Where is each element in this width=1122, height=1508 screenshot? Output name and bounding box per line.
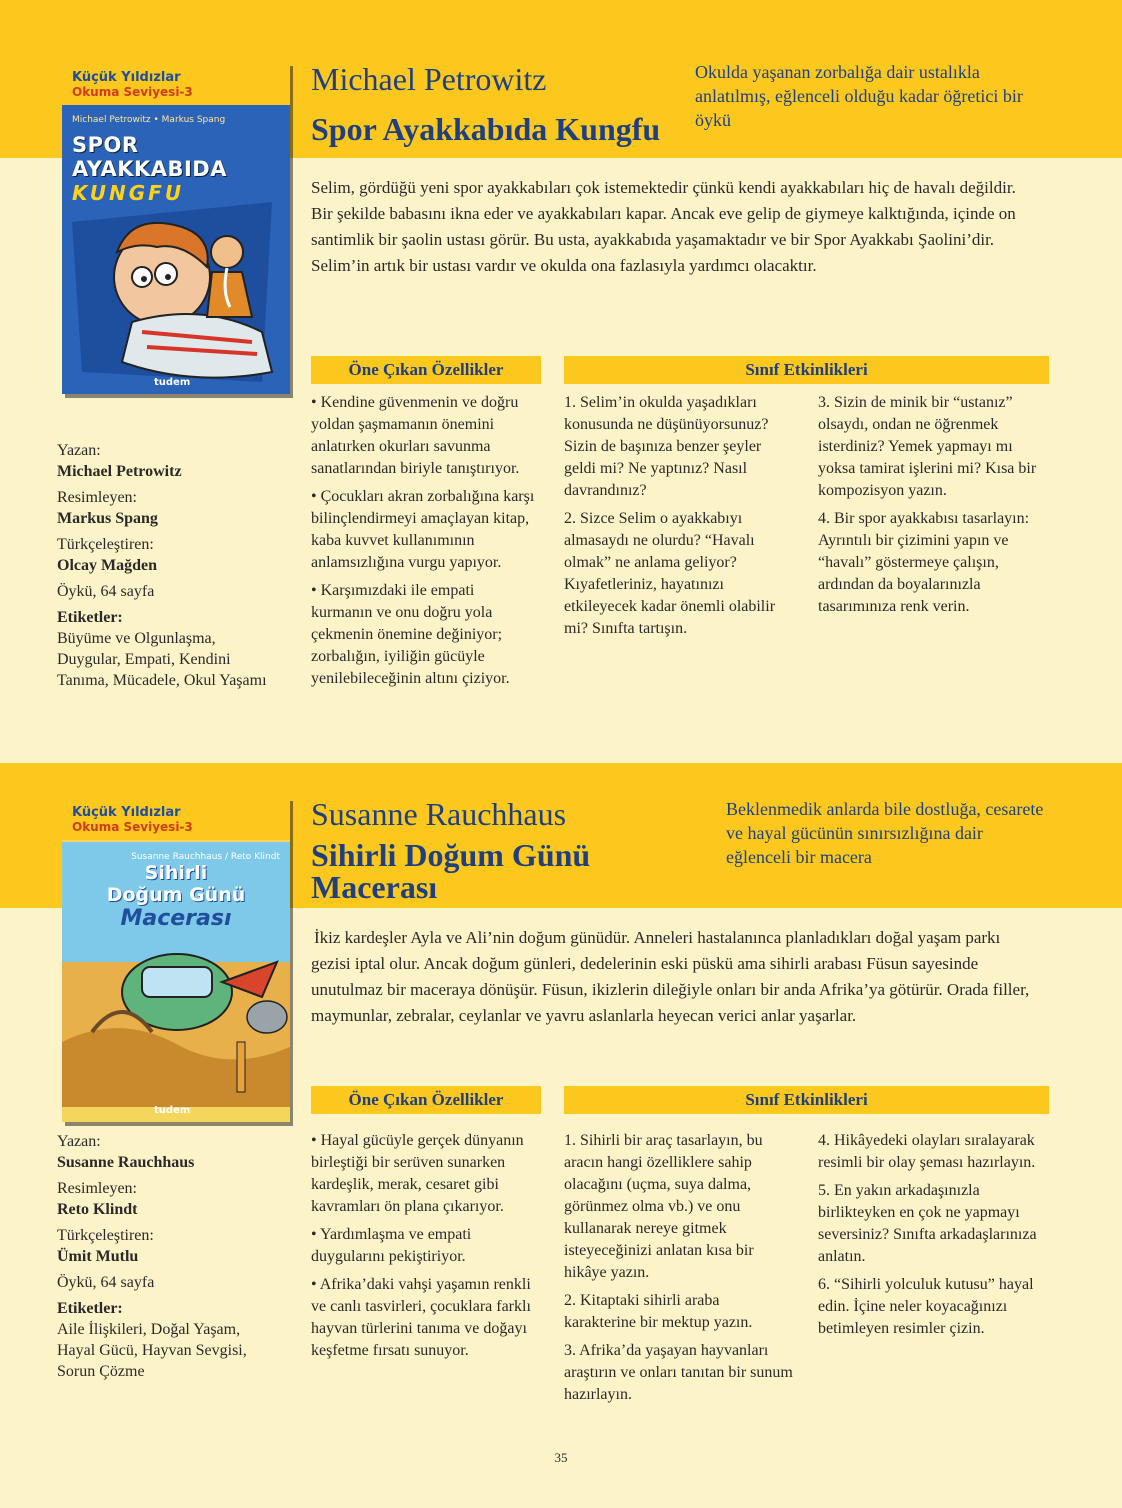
writer-name: Susanne Rauchhaus (57, 1154, 195, 1171)
translator-label: Türkçeleştiren: (57, 1227, 154, 1244)
activities-col2-1 (818, 392, 1048, 624)
tags-list: Aile İlişkileri, Doğal Yaşam, Hayal Gücü, Hayvan Sevgisi, Sorun Çözme (57, 1321, 247, 1380)
feature-item: • Yardımlaşma ve empati duygularını pekiştiriyor. (311, 1226, 472, 1265)
activity-item: 4. Hikâyedeki olayları sıralayarak resimli bir olay şeması hazırlayın. (818, 1132, 1036, 1171)
activity-item: 6. “Sihirli yolculuk kutusu” hayal edin. İçine neler koyacağınızı betimleyen resimler çizin. (818, 1276, 1034, 1337)
cover-publisher: tudem (154, 1105, 191, 1116)
book-tagline-2: Beklenmedik anlarda bile dostluğa, cesarete ve hayal gücünün sınırsızlığına dair eğlenceli bir macera (726, 799, 1044, 867)
tags-label: Etiketler: (57, 1300, 123, 1317)
page-number: 35 (554, 1450, 568, 1465)
feature-item: • Kendine güvenmenin ve doğru yoldan şaşmamanın önemini anlatırken okurları savunma sanatlarından biriyle tanıştırıyor. (311, 394, 520, 477)
tags-list: Büyüme ve Olgunlaşma, Duygular, Empati, Kendini Tanıma, Mücadele, Okul Yaşamı (57, 630, 267, 689)
cover-authors: Michael Petrowitz • Markus Spang (72, 115, 226, 125)
activities-col1-2 (564, 1130, 794, 1412)
book-meta-1 (57, 440, 277, 691)
author-name-1: Michael Petrowitz (311, 61, 547, 97)
cover-series: Küçük Yıldızlar (72, 70, 181, 85)
illustrator-name: Markus Spang (57, 510, 158, 527)
illustrator-label: Resimleyen: (57, 1180, 137, 1197)
book-summary-1: Selim, gördüğü yeni spor ayakkabıları çok istemektedir çünkü kendi ayakkabıları hiç de havalı değildir. Bir şekilde babasını ikna eder ve ayakkabıları kapar. Ancak eve gelip de giymeye kalktığında, içinde on santimlik bir şaolin ustası görür. Bu usta, ayakkabıda yaşamaktadır ve bir Spor Ayakkabı Şaolini’dir. Selim’in artık bir ustası vardır ve okulda ona fazlasıyla yardımcı olacaktır. (311, 178, 1016, 275)
translator-name: Olcay Mağden (57, 557, 157, 574)
cover-level: Okuma Seviyesi-3 (72, 85, 193, 99)
writer-label: Yazan: (57, 1133, 101, 1150)
activities-heading-1: Sınıf Etkinlikleri (564, 356, 1049, 384)
illustrator-label: Resimleyen: (57, 489, 137, 506)
features-heading-1: Öne Çıkan Özellikler (311, 356, 541, 384)
book-meta-2 (57, 1131, 277, 1382)
features-heading-2: Öne Çıkan Özellikler (311, 1086, 541, 1114)
features-list-1 (311, 392, 536, 696)
cover-title-line1: Sihirli (144, 862, 208, 884)
book-cover-1 (62, 62, 290, 394)
cover-series-box (62, 797, 290, 840)
book-info: Öykü, 64 sayfa (57, 1274, 155, 1291)
activity-item: 3. Afrika’da yaşayan hayvanları araştırın ve onları tanıtan bir sunum hazırlayın. (564, 1342, 793, 1403)
feature-item: • Karşımızdaki ile empati kurmanın ve onu doğru yola çekmenin önemine değiniyor; zorbalığın, iyiliğin gücüyle yenilebileceğinin altını çiziyor. (311, 582, 510, 687)
activity-item: 1. Sihirli bir araç tasarlayın, bu aracın hangi özelliklere sahip olacağını (uçma, suya dalma, görünmez olma vb.) ve onu kullanarak nereye gitmek isteyeceğinizi anlatan kısa bir hikâye yazın. (564, 1132, 763, 1281)
activity-item: 4. Bir spor ayakkabısı tasarlayın: Ayrıntılı bir çizimini yapın ve “havalı” göstermeye çalışın, ardından da boyalarınızla tasarımınıza renk verin. (818, 510, 1030, 615)
cover-title-line2: Doğum Günü (106, 884, 246, 906)
writer-label: Yazan: (57, 442, 101, 459)
feature-item: • Çocukları akran zorbalığına karşı bilinçlendirmeyi amaçlayan kitap, kaba kuvvet kullanımının anlamsızlığına vurgu yapıyor. (311, 488, 535, 571)
activity-item: 1. Selim’in okulda yaşadıkları konusunda ne düşünüyorsunuz? Sizin de başınıza benzer şeyler geldi mi? Ne yaptınız? Nasıl davrandınız? (564, 394, 769, 499)
cover-subtitle: KUNGFU (72, 181, 185, 205)
cover-illustration (62, 182, 290, 392)
translator-name: Ümit Mutlu (57, 1248, 139, 1265)
book-title-1: Spor Ayakkabıda Kungfu (311, 111, 661, 147)
cover-authors: Susanne Rauchhaus / Reto Klindt (131, 852, 280, 862)
activities-col1-1 (564, 392, 794, 646)
translator-label: Türkçeleştiren: (57, 536, 154, 553)
cover-publisher: tudem (154, 377, 191, 388)
illustrator-name: Reto Klindt (57, 1201, 138, 1218)
cover-title: SPOR AYAKKABIDA (72, 133, 227, 181)
cover-level: Okuma Seviyesi-3 (72, 820, 193, 834)
cover-series-box (62, 62, 290, 105)
book-info: Öykü, 64 sayfa (57, 583, 155, 600)
cover-series: Küçük Yıldızlar (72, 805, 181, 820)
activity-item: 3. Sizin de minik bir “ustanız” olsaydı, ondan ne öğrenmek isterdiniz? Yemek yapmayı mı yoksa tamirat işlerini mi? Kısa bir kompozisyon yazın. (818, 394, 1037, 499)
cover-title-line3: Macerası (120, 906, 232, 931)
features-list-2 (311, 1130, 541, 1368)
book-summary-2: İkiz kardeşler Ayla ve Ali’nin doğum günüdür. Anneleri hastalanınca planladıkları doğal yaşam parkı gezisi iptal olur. Ancak doğum günleri, dedelerinin eski püskü ama sihirli arabası Füsun sayesinde unutulmaz bir maceraya dönüşür. Füsun, ikizlerin dileğiyle onları bir anda Afrika’ya götürür. Orada filler, maymunlar, zebralar, ceylanlar ve yavru aslanlarla heyecan verici anlar yaşarlar. (311, 928, 1030, 1025)
author-name-2: Susanne Rauchhaus (311, 796, 567, 832)
feature-item: • Afrika’daki vahşi yaşamın renkli ve canlı tasvirleri, çocuklara farklı hayvan türlerini tanıma ve doğayı keşfetme fırsatı sunuyor. (311, 1276, 531, 1359)
activities-heading-2: Sınıf Etkinlikleri (564, 1086, 1049, 1114)
activity-item: 2. Sizce Selim o ayakkabıyı almasaydı ne olurdu? “Havalı olmak” ne anlama geliyor? Kıyafetleriniz, hayatınızı etkileyecek kadar önemli olabilir mi? Sınıfta tartışın. (564, 510, 776, 637)
book-cover-2 (62, 797, 290, 1122)
writer-name: Michael Petrowitz (57, 463, 182, 480)
book-title-2: Sihirli Doğum Günü (311, 837, 591, 873)
activity-item: 2. Kitaptaki sihirli araba karakterine bir mektup yazın. (564, 1292, 753, 1331)
activity-item: 5. En yakın arkadaşınızla birlikteyken en çok ne yapmayı seversiniz? Sınıfta arkadaşlarınıza anlatın. (818, 1182, 1037, 1265)
book-tagline-1: Okulda yaşanan zorbalığa dair ustalıkla anlatılmış, eğlenceli olduğu kadar öğretici bir öykü (695, 62, 1023, 130)
tags-label: Etiketler: (57, 609, 123, 626)
activities-col2-2 (818, 1130, 1048, 1346)
book-title-2-line2: Macerası (311, 869, 438, 905)
feature-item: • Hayal gücüyle gerçek dünyanın birleştiği bir serüven sunarken kardeşlik, merak, cesaret gibi kavramları ön plana çıkarıyor. (311, 1132, 524, 1215)
